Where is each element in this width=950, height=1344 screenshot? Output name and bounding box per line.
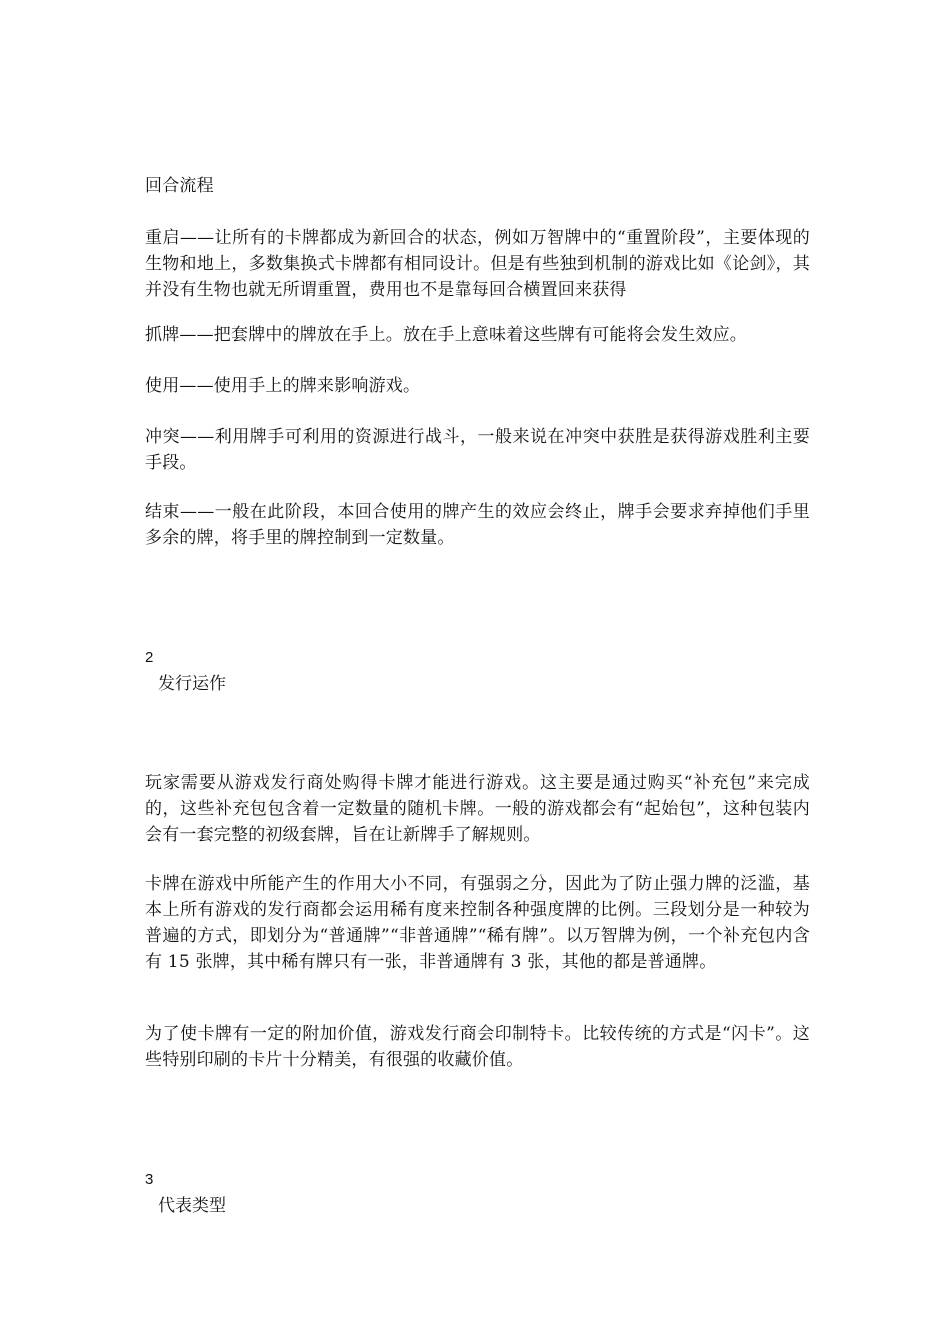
paragraph-foil: 为了使卡牌有一定的附加价值，游戏发行商会印制特卡。比较传统的方式是“闪卡”。这些特别印刷的卡片十分精美，有很强的收藏价值。 [145,1024,810,1070]
section-3-title: 代表类型 [158,1196,226,1216]
section-3-number: 3 [145,1171,154,1188]
paragraph-rarity: 卡牌在游戏中所能产生的作用大小不同，有强弱之分，因此为了防止强力牌的泛滥，基本上所有游戏的发行商都会运用稀有度来控制各种强度牌的比例。三段划分是一种较为普遍的方式，即划分为“普通牌”“非普通牌”“稀有牌”。以万智牌为例，一个补充包内含有 15 张牌，其中稀有牌只有一张，非普通牌有 3 张，其他的都是普通牌。 [145,874,810,972]
paragraph-end: 结束——一般在此阶段，本回合使用的牌产生的效应会终止，牌手会要求弃掉他们手里多余的牌，将手里的牌控制到一定数量。 [145,502,810,548]
section-2-title: 发行运作 [158,674,226,694]
paragraph-conflict: 冲突——利用牌手可利用的资源进行战斗，一般来说在冲突中获胜是获得游戏胜利主要手段。 [145,427,810,473]
section-2-number: 2 [145,649,154,666]
paragraph-use: 使用——使用手上的牌来影响游戏。 [145,376,421,396]
intro-heading: 回合流程 [145,176,214,196]
paragraph-reset: 重启——让所有的卡牌都成为新回合的状态，例如万智牌中的“重置阶段”，主要体现的生物和地上，多数集换式卡牌都有相同设计。但是有些独到机制的游戏比如《论剑》，其并没有生物也就无所谓重置，费用也不是靠每回合横置回来获得 [145,228,810,300]
paragraph-draw: 抓牌——把套牌中的牌放在手上。放在手上意味着这些牌有可能将会发生效应。 [145,325,747,345]
paragraph-booster: 玩家需要从游戏发行商处购得卡牌才能进行游戏。这主要是通过购买“补充包”来完成的，这些补充包包含着一定数量的随机卡牌。一般的游戏都会有“起始包”，这种包装内会有一套完整的初级套牌，旨在让新牌手了解规则。 [145,773,810,845]
